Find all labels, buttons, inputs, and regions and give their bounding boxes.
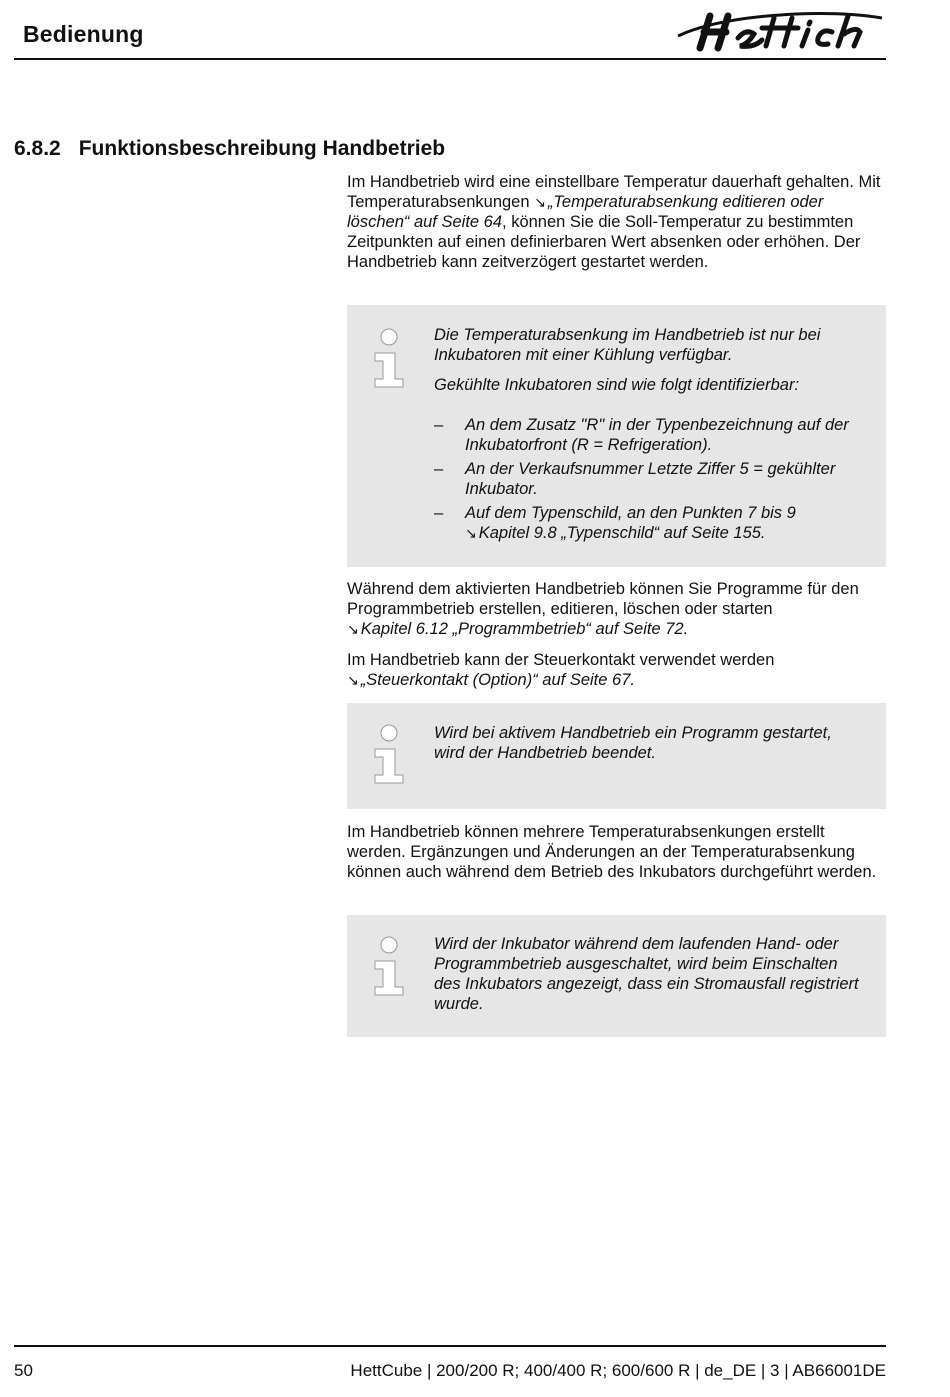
section-number: 6.8.2 bbox=[14, 137, 61, 160]
header-rule bbox=[14, 58, 886, 60]
steuerkontakt-link[interactable]: „Steuerkontakt (Option)“ auf Seite 67. bbox=[360, 671, 635, 689]
info-icon bbox=[369, 327, 409, 389]
reference-arrow-icon: ↘ bbox=[347, 621, 359, 637]
list-dash: – bbox=[434, 460, 444, 478]
reference-arrow-icon: ↘ bbox=[465, 525, 477, 541]
reference-arrow-icon: ↘ bbox=[534, 194, 546, 210]
programmbetrieb-link[interactable]: Kapitel 6.12 „Programmbetrieb“ auf Seite 72. bbox=[360, 620, 689, 638]
temperaturabsenkungen-paragraph: Im Handbetrieb können mehrere Temperaturabsenkungen erstellt werden. Ergänzungen und Änderungen an der Temperaturabsenkung können auch während dem Betrieb des Inkubators durchgeführt werden. bbox=[347, 823, 877, 881]
programm-paragraph: Während dem aktivierten Handbetrieb können Sie Programme für den Programmbetrieb erstellen, editieren, löschen oder starten ↘ Kapitel 6.12 „Programmbetrieb“ auf Seite 72. bbox=[347, 580, 859, 638]
note1-line2: Gekühlte Inkubatoren sind wie folgt identifizierbar: bbox=[434, 376, 800, 394]
info-note-cooling bbox=[347, 305, 886, 567]
intro-text-before: Im Handbetrieb wird eine einstellbare Temperatur dauerhaft gehalten. Mit Temperaturabsenkungen bbox=[347, 173, 881, 211]
steuerkontakt-paragraph: Im Handbetrieb kann der Steuerkontakt verwendet werden ↘ „Steuerkontakt (Option)“ auf Seite 67. bbox=[347, 651, 775, 689]
info-note-programm bbox=[347, 703, 886, 809]
list-item: – An der Verkaufsnummer Letzte Ziffer 5 = gekühlter Inkubator. bbox=[434, 460, 836, 498]
reference-arrow-icon: ↘ bbox=[347, 672, 359, 688]
list-dash: – bbox=[434, 416, 444, 434]
list-item: – Auf dem Typenschild, an den Punkten 7 bis 9 ↘ Kapitel 9.8 „Typenschild“ auf Seite 155. bbox=[434, 504, 796, 542]
note2-text: Wird bei aktivem Handbetrieb ein Programm gestartet, wird der Handbetrieb beendet. bbox=[434, 724, 832, 762]
info-note-stromausfall bbox=[347, 915, 886, 1037]
info-icon bbox=[369, 723, 409, 785]
hettich-logo bbox=[676, 4, 886, 54]
cooling-identification-list bbox=[434, 415, 864, 543]
intro-link[interactable]: „Temperaturabsenkung editieren oder löschen“ auf Seite 64 bbox=[347, 193, 824, 231]
page-number: 50 bbox=[14, 1361, 33, 1380]
note3-text: Wird der Inkubator während dem laufenden Hand- oder Programmbetrieb ausgeschaltet, wird beim Einschalten des Inkubators angezeigt, dass ein Stromausfall registriert wurde. bbox=[434, 935, 859, 1013]
intro-paragraph bbox=[347, 172, 887, 272]
section-title: Funktionsbeschreibung Handbetrieb bbox=[78, 137, 446, 160]
typenschild-link[interactable]: Kapitel 9.8 „Typenschild“ auf Seite 155. bbox=[478, 524, 766, 542]
list-item: – An dem Zusatz "R" in der Typenbezeichnung auf der Inkubatorfront (R = Refrigeration). bbox=[434, 416, 849, 454]
info-icon bbox=[369, 935, 409, 997]
intro-text-after: , können Sie die Soll-Temperatur zu bestimmten Zeitpunkten auf einen definierbaren Wert absenken oder erhöhen. Der Handbetrieb kann zeitverzögert gestartet werden. bbox=[347, 213, 861, 271]
footer-rule bbox=[14, 1345, 886, 1347]
section-heading bbox=[14, 137, 445, 161]
page-header-title: Bedienung bbox=[23, 21, 144, 47]
note1-line1: Die Temperaturabsenkung im Handbetrieb ist nur bei Inkubatoren mit einer Kühlung verfügbar. bbox=[434, 326, 821, 364]
footer-document-info: HettCube | 200/200 R; 400/400 R; 600/600 R | de_DE | 3 | AB66001DE bbox=[350, 1361, 886, 1380]
list-dash: – bbox=[434, 504, 444, 522]
